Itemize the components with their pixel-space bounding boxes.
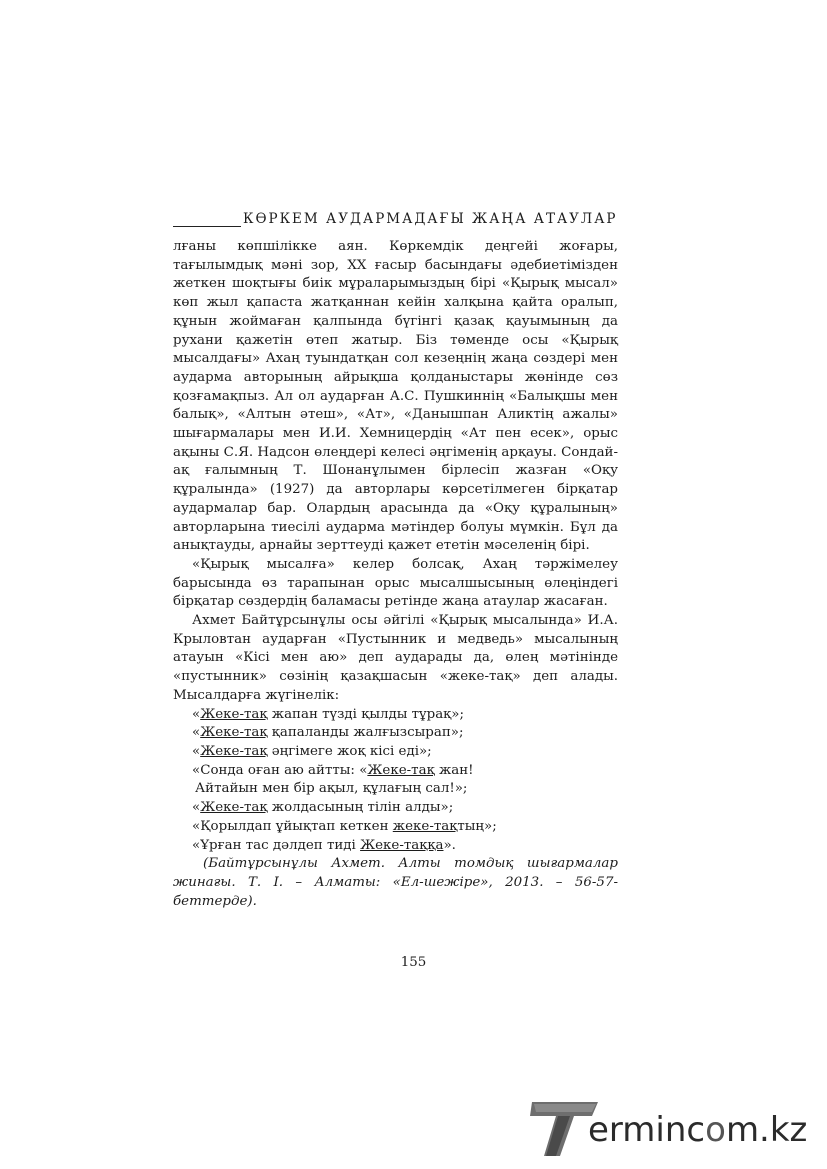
verse-line: «Жеке-тақ әңгімеге жоқ кісі еді»; <box>192 743 432 759</box>
verse-line: Айтайын мен бір ақыл, құлағың сал!»; <box>195 781 468 797</box>
paragraph-1: лғаны көпшілікке аян. Көркемдік деңгейі жоғары, тағылымдық мәні зор, XX ғасыр басындағы әдебиетімізден жеткен шоқтығы биік мұраларымыздың бірі «Қырық мысал» көп жыл қапаста жатқаннан кейін халқына қайта оралып, құнын жоймаған қалпында бүгінгі қазақ қауымының да рухани қажетін өтеп жатыр. Біз төменде осы «Қырық мысалдағы» Ахаң туындатқан сол кезеңнің жаңа сөздері мен аударма авторының айрықша қолданыстары жөнінде сөз қозғамақпыз. Ал ол аударған А.С. Пушкиннің «Балықшы мен балық», «Алтын әтеш», «Ат», «Данышпан Аликтің ажалы» шығармалары мен И.И. Хемницердің «Ат пен есек», орыс ақыны С.Я. Надсон өлеңдері келесі әңгіменің арқауы. Сондай-ақ ғалымның Т. Шонанұлымен бірлесіп жазған «Оқу құралында» (1927) да авторлары көрсетілмеген бірқатар аудармалар бар. Олардың арасында да «Оқу құралының» авторларына тиесілі аударма мәтіндер болуы мүмкін. Бұл да анықтауды, арнайы зерттеуді қажет ететін мәселенің бірі. <box>173 239 619 554</box>
logo-o-glyph: o <box>705 1110 726 1150</box>
termincom-logo <box>530 1098 815 1158</box>
verse-line: «Ұрған тас дәлдеп тиді Жеке-таққа». <box>192 837 456 853</box>
paragraph-3: Ахмет Байтұрсынұлы осы әйгілі «Қырық мысалында» И.А. Крыловтан аударған «Пустынник и медведь» мысалының атауын «Кісі мен аю» деп аударады да, өлең мәтінінде «пустынник» сөзінің қазақшасын «жеке-тақ» деп алады. Мысалдарға жүгінелік: <box>173 613 618 703</box>
main-text <box>173 238 618 911</box>
verse-quotation <box>173 706 618 856</box>
verse-line: «Жеке-тақ жолдасының тілін алды»; <box>192 800 454 816</box>
logo-wordmark: ermincom.kz <box>588 1110 808 1150</box>
verse-line: «Жеке-тақ қапаланды жалғызсырап»; <box>192 725 464 741</box>
verse-line: «Жеке-тақ жапан түзді қылды тұрақ»; <box>192 706 464 722</box>
verse-line: «Қорылдап ұйықтап кеткен жеке-тақтың»; <box>192 818 497 834</box>
citation: (Байтұрсынұлы Ахмет. Алты томдық шығармалар жинағы. Т. І. – Алматы: «Ел-шежіре», 2013. – 56-57-беттерде). <box>173 856 618 909</box>
paragraph-2: «Қырық мысалға» келер болсақ, Ахаң тәржімелеу барысында өз тарапынан орыс мысалшысының өлеңіндегі бірқатар сөздердің баламасы ретінде жаңа атаулар жасаған. <box>173 556 618 610</box>
running-header <box>173 211 618 227</box>
page-number: 155 <box>400 955 427 970</box>
header-rule <box>173 212 241 227</box>
running-header-title: КӨРКЕМ АУДАРМАДАҒЫ ЖАҢА АТАУЛАР <box>243 211 618 227</box>
verse-line: «Сонда оған аю айтты: «Жеке-тақ жан! <box>192 762 474 778</box>
